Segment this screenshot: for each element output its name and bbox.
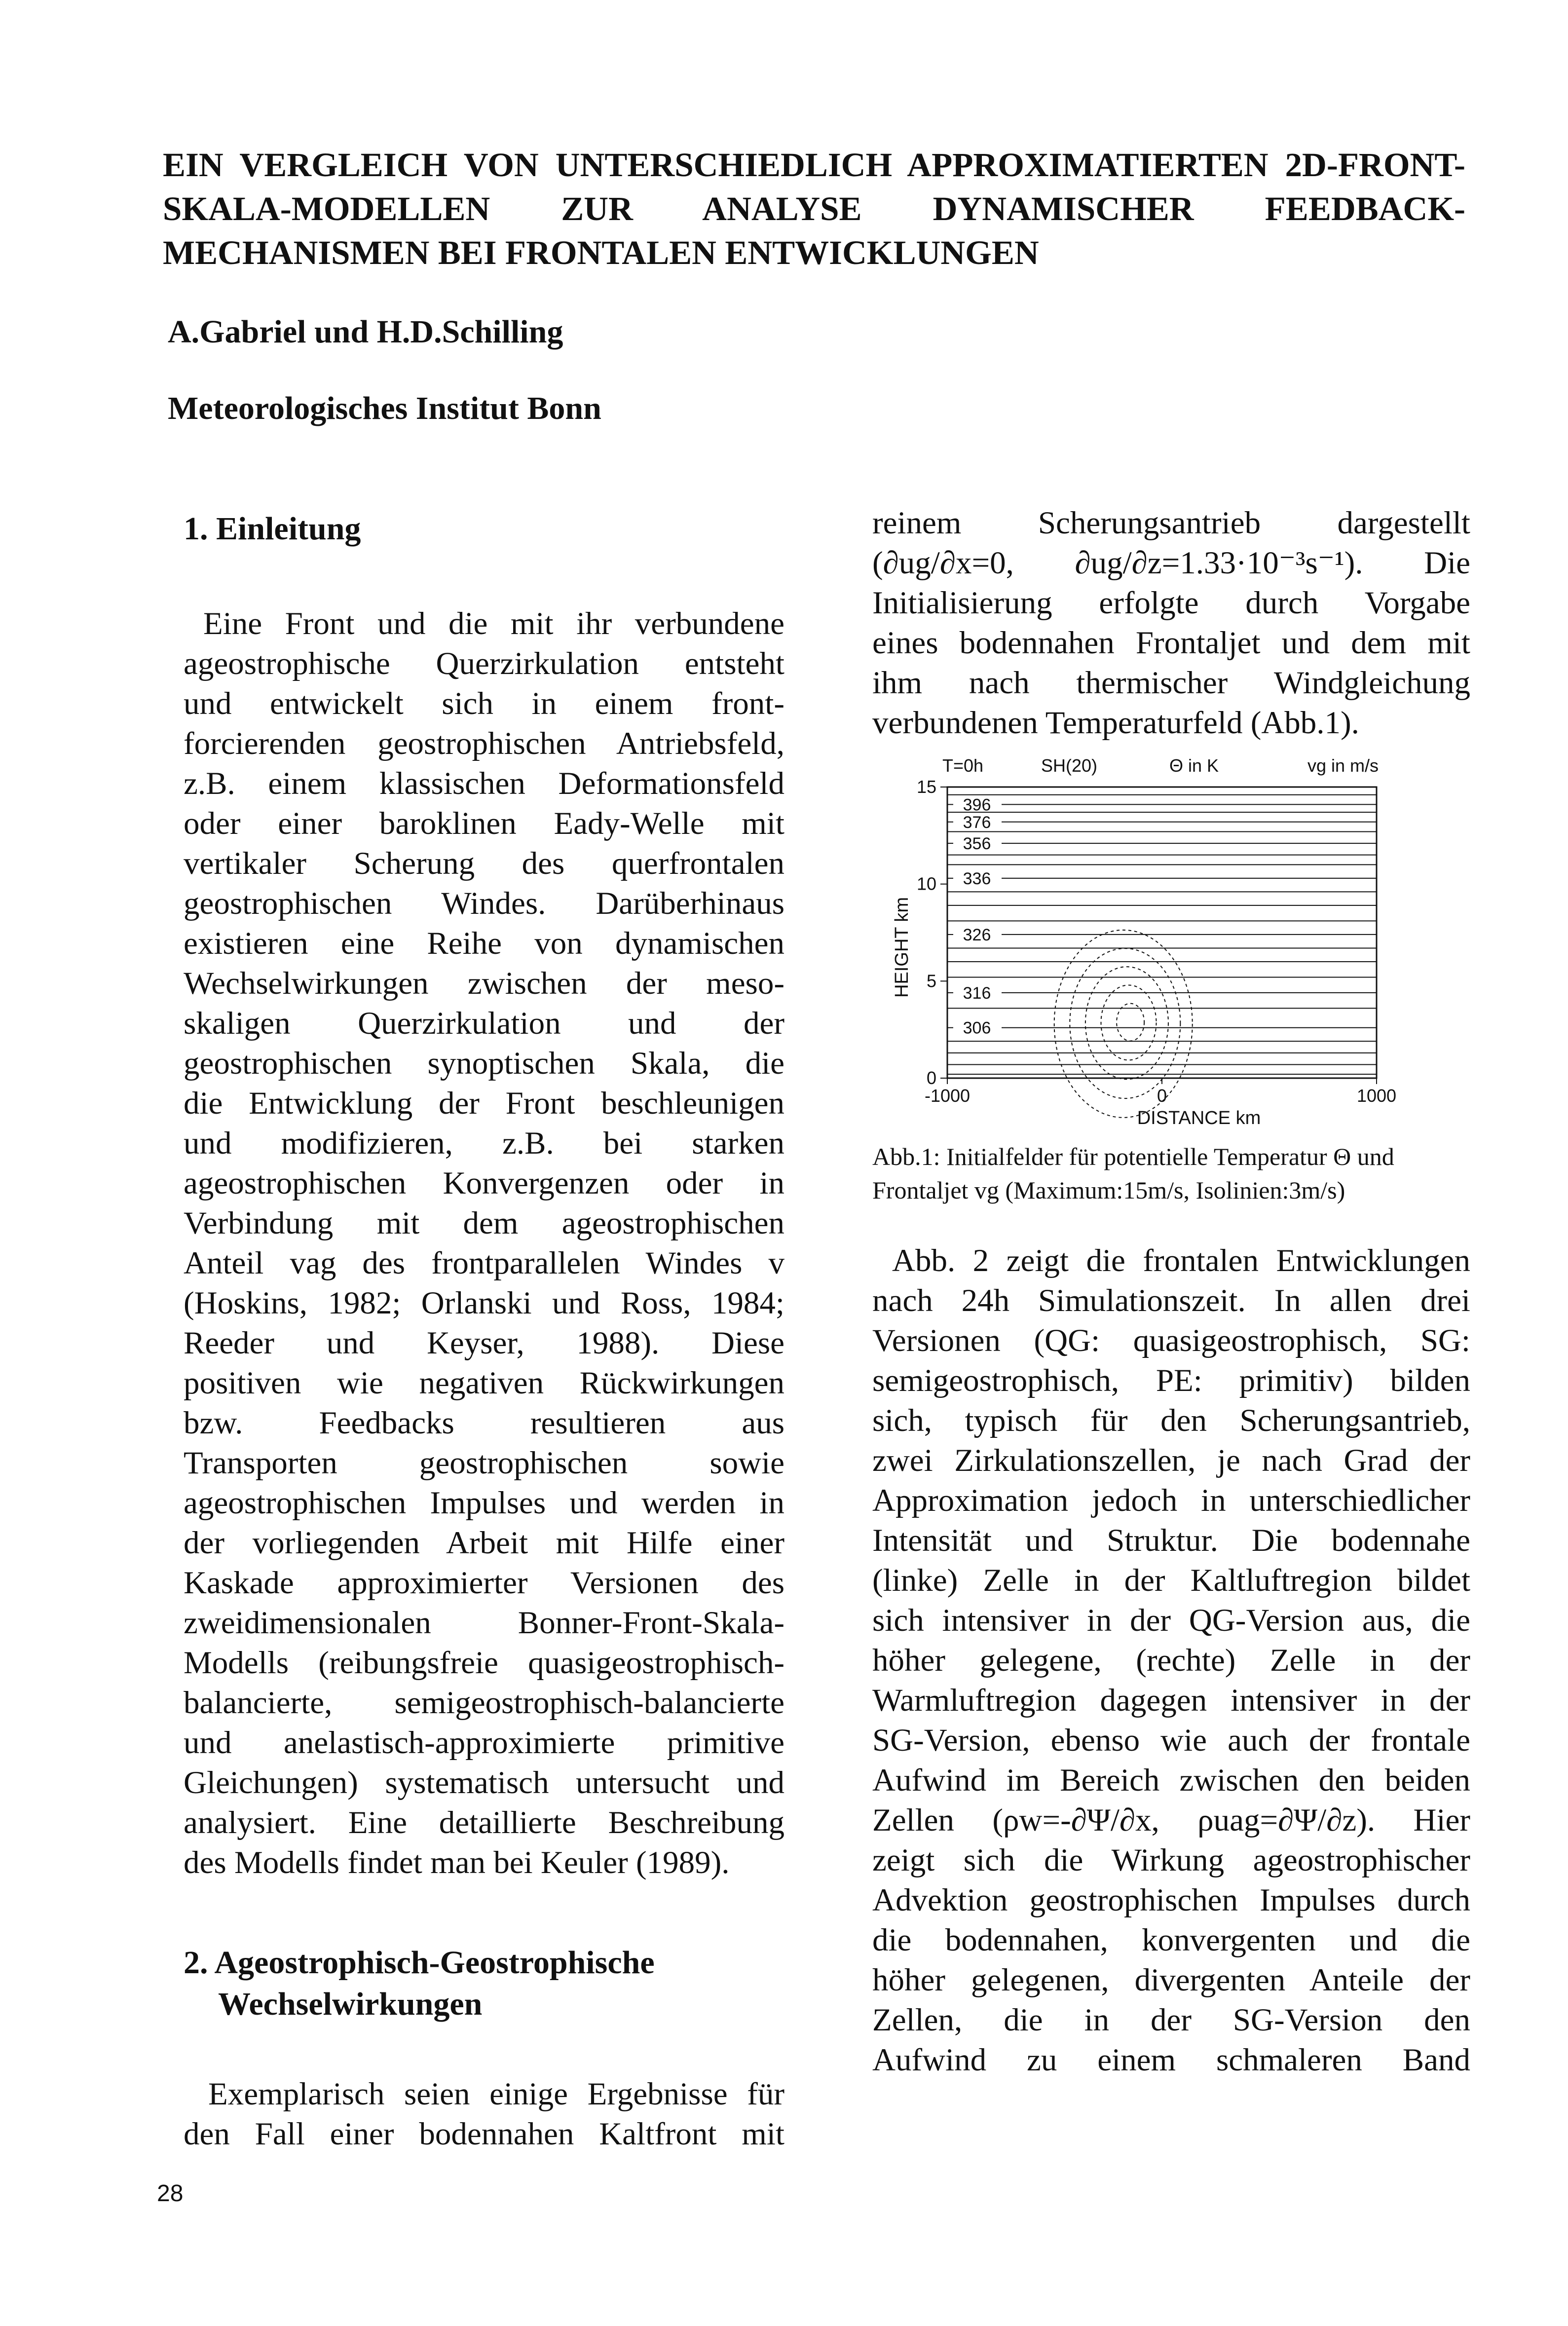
theta-isoline-label: 336 — [963, 869, 991, 888]
y-tick-label: 5 — [926, 971, 936, 991]
text-line: SG-Version, ebenso wie auch der frontale — [872, 1723, 1470, 1758]
y-axis-label: HEIGHT km — [892, 897, 912, 998]
y-tick-label: 15 — [916, 777, 936, 797]
chart-title-time: T=0h — [942, 755, 984, 776]
jet-isotach — [1101, 985, 1157, 1060]
text-line: geostrophischen synoptischen Skala, die — [184, 1046, 784, 1081]
text-line: Versionen (QG: quasigeostrophisch, SG: — [872, 1323, 1470, 1358]
text-line: (linke) Zelle in der Kaltluftregion bildet — [872, 1563, 1470, 1598]
caption-line: Frontaljet vg (Maximum:15m/s, Isolinien:3m/s) — [872, 1176, 1345, 1204]
right-column-top — [872, 503, 1470, 743]
text-line: des Modells findet man bei Keuler (1989). — [184, 1845, 730, 1880]
authors: A.Gabriel und H.D.Schilling — [168, 314, 563, 350]
text-line: und anelastisch-approximierte primitive — [184, 1725, 784, 1761]
caption-line: Abb.1: Initialfelder für potentielle Temperatur Θ und — [872, 1143, 1394, 1170]
chart-title-theta: Θ in K — [1169, 755, 1219, 776]
text-line: Verbindung mit dem ageostrophischen — [184, 1205, 784, 1241]
theta-isoline-label: 356 — [963, 834, 991, 854]
x-axis-label: DISTANCE km — [1137, 1108, 1261, 1128]
figure-1 — [883, 750, 1465, 1135]
text-line: forcierenden geostrophischen Antriebsfeld, — [184, 726, 784, 761]
theta-jet-chart — [883, 750, 1465, 1135]
title-line: EIN VERGLEICH VON UNTERSCHIEDLICH APPROXIMATIERTEN 2D-FRONT- — [163, 146, 1465, 184]
section-1-heading: 1. Einleitung — [184, 511, 361, 547]
text-line: Zellen (ρw=-∂Ψ/∂x, ρuag=∂Ψ/∂z). Hier — [872, 1802, 1470, 1838]
text-line: Aufwind im Bereich zwischen den beiden — [872, 1763, 1470, 1798]
text-line: reinem Scherungsantrieb dargestellt — [872, 505, 1470, 541]
text-line: positiven wie negativen Rückwirkungen — [184, 1365, 784, 1401]
section-2-body — [184, 2074, 784, 2154]
text-line: oder einer baroklinen Eady-Welle mit — [184, 806, 784, 841]
text-line: höher gelegene, (rechte) Zelle in der — [872, 1643, 1470, 1678]
text-line: eines bodennahen Frontaljet und dem mit — [872, 625, 1470, 661]
text-line: Zellen, die in der SG-Version den — [872, 2002, 1470, 2038]
chart-title-vg: vg in m/s — [1307, 755, 1379, 776]
plot-area — [917, 777, 1396, 1118]
text-line: Advektion geostrophischen Impulses durch — [872, 1882, 1470, 1918]
text-line: die bodennahen, konvergenten und die — [872, 1922, 1470, 1958]
text-line: vertikaler Scherung des querfrontalen — [184, 846, 784, 881]
theta-isoline-label: 376 — [963, 813, 991, 832]
text-line: sich intensiver in der QG-Version aus, die — [872, 1603, 1470, 1638]
text-line: sich, typisch für den Scherungsantrieb, — [872, 1403, 1470, 1438]
text-line: Initialisierung erfolgte durch Vorgabe — [872, 585, 1470, 621]
text-line: und entwickelt sich in einem front- — [184, 686, 784, 721]
text-line: den Fall einer bodennahen Kaltfront mit — [184, 2116, 784, 2152]
section-2-heading-line: Wechselwirkungen — [218, 1986, 483, 2022]
text-line: die Entwicklung der Front beschleunigen — [184, 1086, 784, 1121]
plot-frame — [947, 787, 1377, 1078]
figure-caption — [872, 1140, 1470, 1207]
text-line: z.B. einem klassischen Deformationsfeld — [184, 766, 784, 801]
text-line: verbundenen Temperaturfeld (Abb.1). — [872, 705, 1359, 741]
text-line: Wechselwirkungen zwischen der meso- — [184, 966, 784, 1001]
section-1-body — [184, 604, 784, 1883]
y-tick-label: 10 — [916, 873, 936, 894]
text-line: höher gelegenen, divergenten Anteile der — [872, 1962, 1470, 1998]
y-tick-label: 0 — [926, 1068, 936, 1088]
section-2-heading-line: 2. Ageostrophisch-Geostrophische — [184, 1945, 655, 1981]
x-tick-label: 1000 — [1356, 1086, 1397, 1106]
right-top-body — [872, 503, 1470, 743]
left-column — [184, 508, 784, 2154]
text-line: skaligen Querzirkulation und der — [184, 1006, 784, 1041]
paper-title — [163, 143, 1465, 275]
title-line: SKALA-MODELLEN ZUR ANALYSE DYNAMISCHER FEEDBACK- — [163, 190, 1465, 227]
title-line: MECHANISMEN BEI FRONTALEN ENTWICKLUNGEN — [163, 234, 1039, 271]
text-line: balancierte, semigeostrophisch-balancierte — [184, 1685, 784, 1721]
text-line: ihm nach thermischer Windgleichung — [872, 665, 1470, 701]
text-line: Reeder und Keyser, 1988). Diese — [184, 1325, 784, 1361]
jet-isotach — [1054, 930, 1193, 1118]
text-line: Kaskade approximierter Versionen des — [184, 1565, 784, 1601]
text-line: ageostrophische Querzirkulation entsteht — [184, 646, 784, 681]
text-line: semigeostrophisch, PE: primitiv) bilden — [872, 1363, 1470, 1398]
right-column-bottom — [872, 1241, 1470, 2080]
theta-isoline-label: 306 — [963, 1018, 991, 1038]
page-number: 28 — [157, 2180, 184, 2207]
theta-isoline-label: 326 — [963, 925, 991, 944]
text-line: Transporten geostrophischen sowie — [184, 1445, 784, 1481]
text-line: geostrophischen Windes. Darüberhinaus — [184, 886, 784, 921]
chart-title-case: SH(20) — [1041, 755, 1098, 776]
text-line: Warmluftregion dagegen intensiver in der — [872, 1683, 1470, 1718]
text-line: der vorliegenden Arbeit mit Hilfe einer — [184, 1525, 784, 1561]
text-line: analysiert. Eine detaillierte Beschreibung — [184, 1805, 784, 1840]
institute: Meteorologisches Institut Bonn — [168, 390, 601, 426]
text-line: Eine Front und die mit ihr verbundene — [203, 606, 784, 641]
text-line: Approximation jedoch in unterschiedlicher — [872, 1483, 1470, 1518]
text-line: Modells (reibungsfreie quasigeostrophisch- — [184, 1645, 784, 1681]
text-line: ageostrophischen Impulses und werden in — [184, 1485, 784, 1521]
text-line: Aufwind zu einem schmaleren Band — [872, 2042, 1470, 2078]
theta-isoline-label: 316 — [963, 983, 991, 1003]
right-bottom-body — [872, 1241, 1470, 2080]
text-line: und modifizieren, z.B. bei starken — [184, 1125, 784, 1161]
text-line: zweidimensionalen Bonner-Front-Skala- — [184, 1605, 784, 1641]
text-line: Gleichungen) systematisch untersucht und — [184, 1765, 784, 1801]
text-line: ageostrophischen Konvergenzen oder in — [184, 1165, 784, 1201]
text-line: (∂ug/∂x=0, ∂ug/∂z=1.33·10⁻³s⁻¹). Die — [872, 545, 1470, 581]
text-line: Anteil vag des frontparallelen Windes v — [184, 1245, 784, 1281]
text-line: Abb. 2 zeigt die frontalen Entwicklungen — [892, 1243, 1470, 1278]
text-line: (Hoskins, 1982; Orlanski und Ross, 1984; — [184, 1285, 784, 1321]
jet-isotach — [1070, 948, 1180, 1098]
text-line: nach 24h Simulationszeit. In allen drei — [872, 1283, 1470, 1318]
theta-isoline-label: 396 — [963, 795, 991, 815]
x-tick-label: 0 — [1157, 1086, 1167, 1106]
text-line: zwei Zirkulationszellen, je nach Grad der — [872, 1443, 1470, 1478]
section-2-heading — [184, 1942, 784, 2025]
x-tick-label: -1000 — [924, 1086, 971, 1106]
text-line: existieren eine Reihe von dynamischen — [184, 926, 784, 961]
text-line: Intensität und Struktur. Die bodennahe — [872, 1523, 1470, 1558]
text-line: zeigt sich die Wirkung ageostrophischer — [872, 1842, 1470, 1878]
text-line: bzw. Feedbacks resultieren aus — [184, 1405, 784, 1441]
text-line: Exemplarisch seien einige Ergebnisse für — [208, 2076, 784, 2112]
jet-isotach — [1117, 1004, 1144, 1041]
